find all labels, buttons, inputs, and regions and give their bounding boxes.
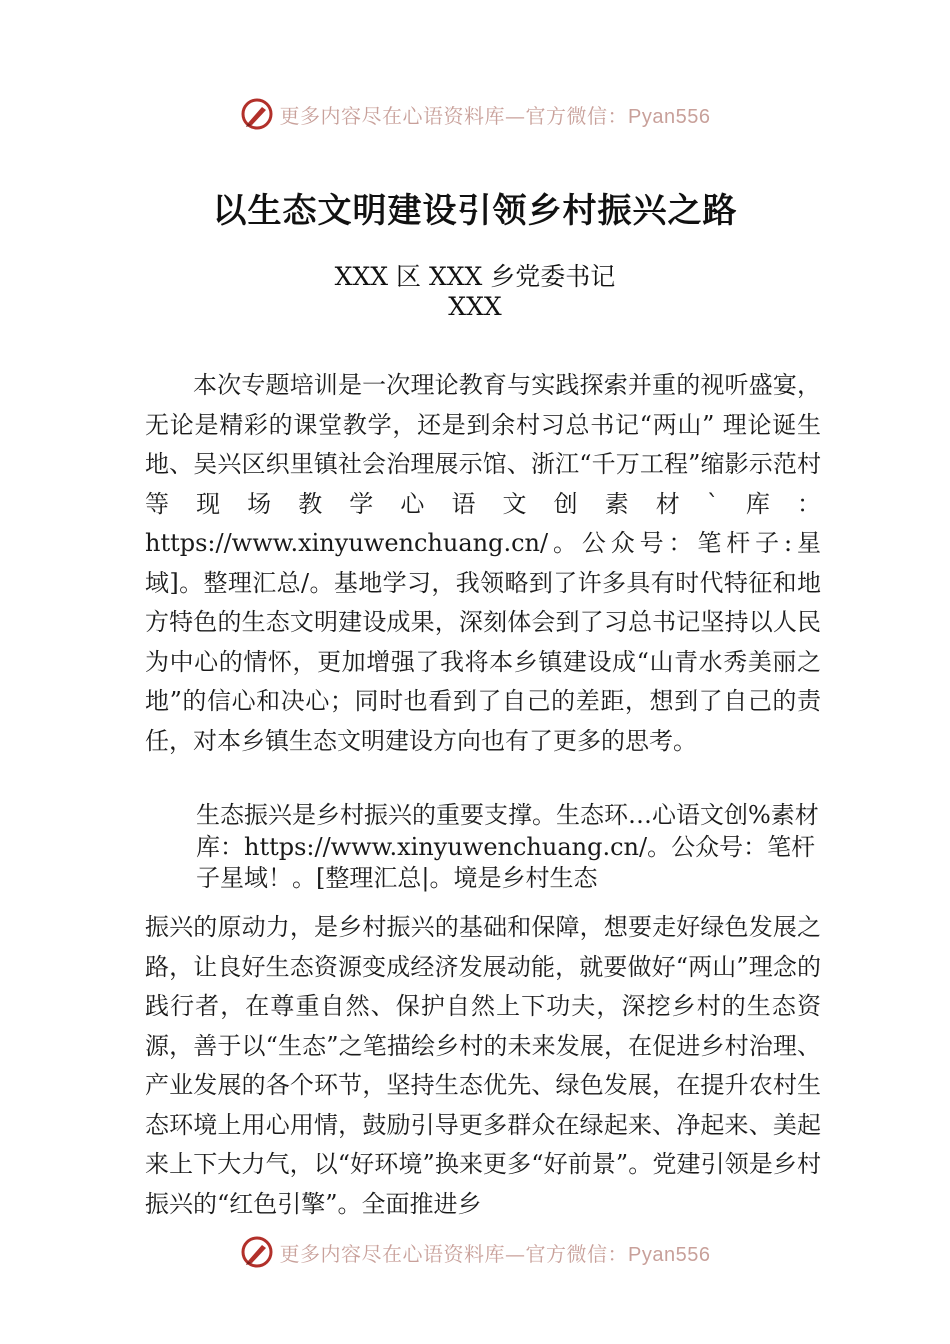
pen-logo-icon xyxy=(240,1235,274,1269)
paragraph-3: 振兴的原动力，是乡村振兴的基础和保障，想要走好绿色发展之路，让良好生态资源变成经济发展动能，就要做好“两山”理念的践行者，在尊重自然、保护自然上下功夫，深挖乡村的生态资源，善于以“生态”之笔描绘乡村的未来发展，在促进乡村治理、产业发展的各个环节，坚持生态优先、绿色发展，在提升农村生态环境上用心用情，鼓励引导更多群众在绿起来、净起来、美起来上下大力气，以“好环境”换来更多“好前景”。党建引领是乡村振兴的“红色引擎”。全面推进乡 xyxy=(145,913,821,1218)
wechat-id: Pyan556 xyxy=(628,105,711,128)
footer-banner xyxy=(0,1230,950,1274)
document-title: 以生态文明建设引领乡村振兴之路 xyxy=(212,191,738,231)
header-banner xyxy=(0,92,950,136)
banner-text: 更多内容尽在心语资料库—官方微信：Pyan556 xyxy=(279,1241,711,1266)
author-block xyxy=(0,262,950,322)
pen-logo-icon xyxy=(240,97,274,131)
paragraph-1: 本次专题培训是一次理论教育与实践探索并重的视听盛宴，无论是精彩的课堂教学，还是到余村习总书记“两山” 理论诞生地、吴兴区织里镇社会治理展示馆、浙江“千万工程”缩影示范村等现场教学心语文创素材`库：https://www.xinyuwenchuang.cn/。公众号：笔杆子:星域]。整理汇总/。基地学习，我领略到了许多具有时代特征和地方特色的生态文明建设成果，深刻体会到了习总书记坚持以人民为中心的情怀，更加增强了我将本乡镇建设成“山青水秀美丽之地”的信心和决心；同时也看到了自己的差距，想到了自己的责任，对本乡镇生态文明建设方向也有了更多的思考。 xyxy=(145,371,821,755)
author-line-1: XXX 区 XXX 乡党委书记 xyxy=(334,262,616,291)
paragraph-2: 生态振兴是乡村振兴的重要支撑。生态环…心语文创%素材库：https://www.xinyuwenchuang.cn/。公众号：笔杆子星域！。[整理汇总|。境是乡村生态 xyxy=(196,801,819,892)
banner-text: 更多内容尽在心语资料库—官方微信：Pyan556 xyxy=(279,103,711,128)
wechat-id: Pyan556 xyxy=(628,1243,711,1266)
author-line-2: XXX xyxy=(448,292,502,321)
